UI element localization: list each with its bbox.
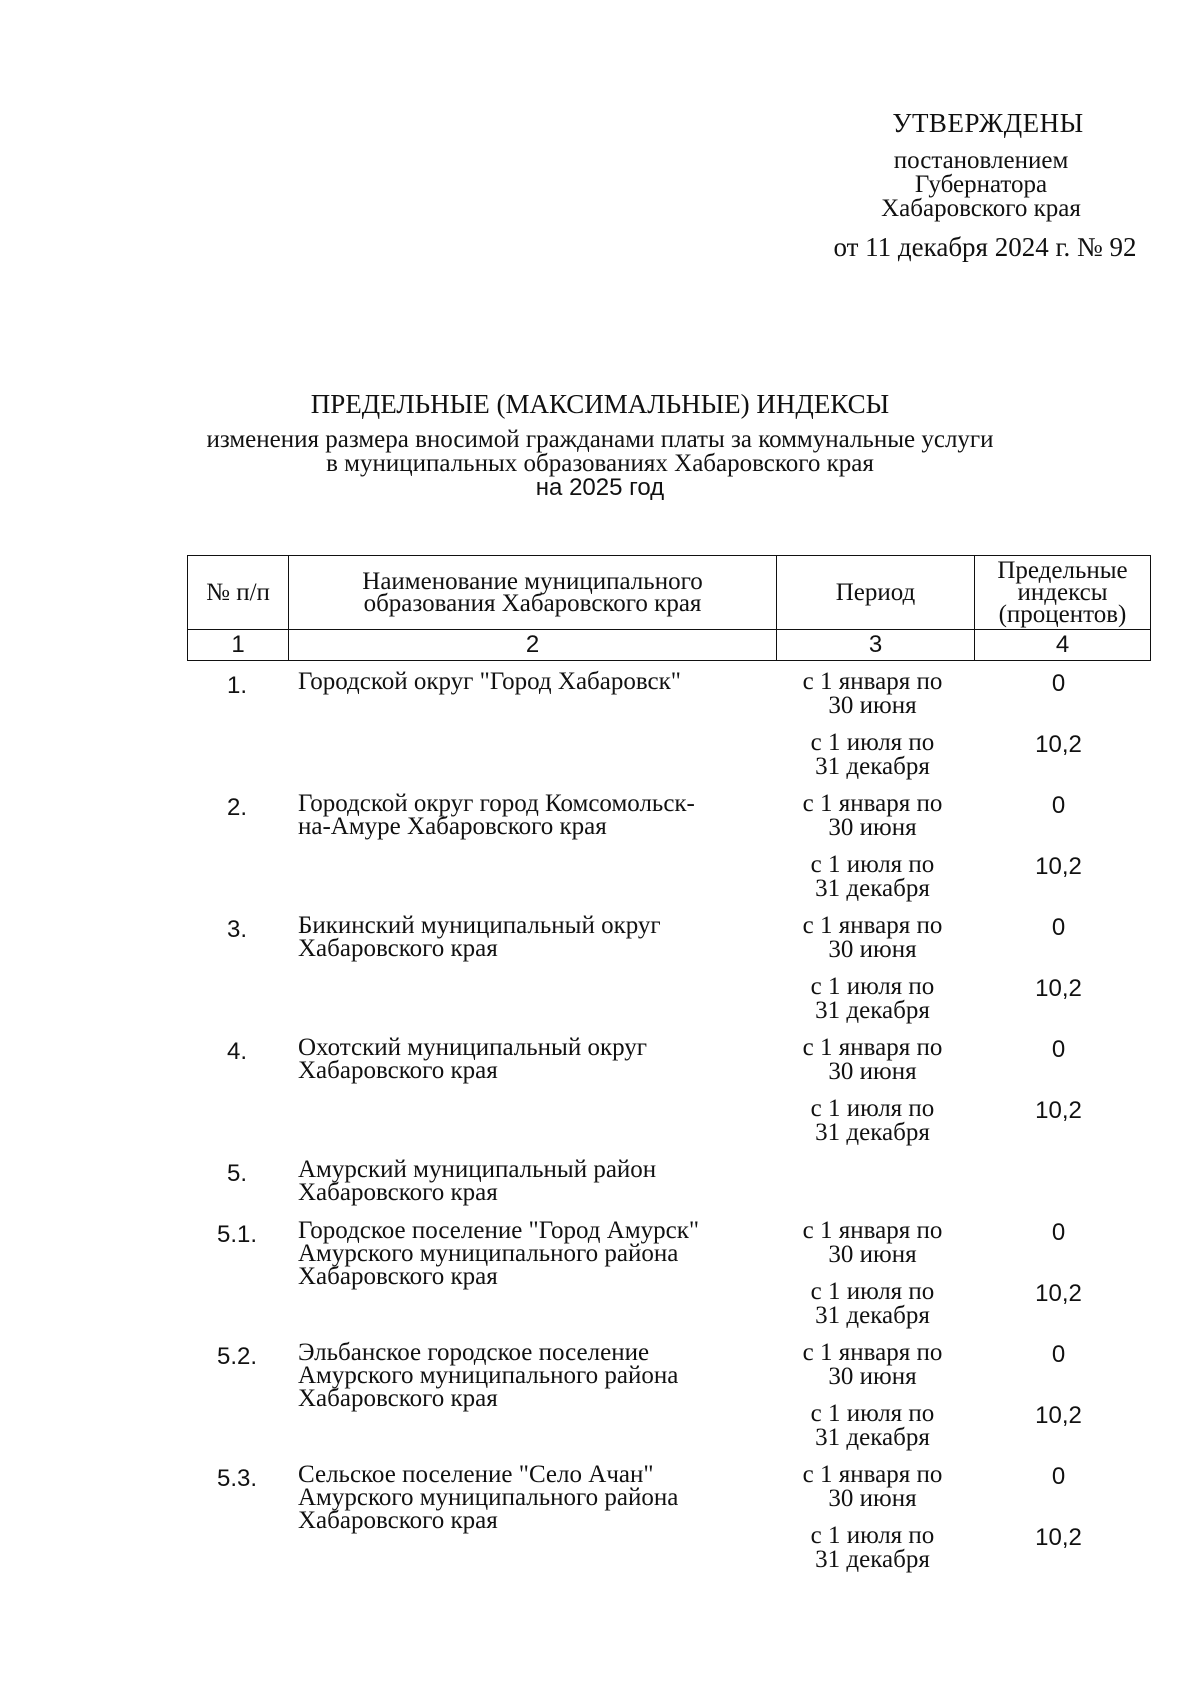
row-periods [774,1341,971,1463]
value-second: 10,2 [1035,1097,1082,1124]
table-row [187,1219,1147,1341]
row-number: 2. [226,794,247,821]
document-subtitle-line-2: в муниципальных образованиях Хабаровского края [326,450,874,477]
row-number: 4. [226,1038,247,1065]
table-row [187,1036,1147,1158]
table-row [187,1463,1147,1585]
value-first: 0 [1051,914,1066,941]
value-second: 10,2 [1035,731,1082,758]
value-first: 0 [1051,670,1066,697]
value-first: 0 [1051,792,1066,819]
period-second: с 1 июля по 31 декабря [810,1278,935,1329]
table-body [187,670,1147,1585]
row-name: Городской округ город Комсомольск- на-Амуре Хабаровского края [298,790,695,840]
row-number: 3. [226,916,247,943]
row-number: 5.3. [216,1465,258,1492]
colnum-3: 3 [777,630,975,661]
row-values [971,1036,1146,1158]
row-name: Амурский муниципальный район Хабаровского края [298,1156,657,1206]
colnum-4: 4 [975,630,1151,661]
row-name: Бикинский муниципальный округ Хабаровского края [298,912,661,962]
row-values [971,670,1146,792]
row-number: 5.1. [216,1221,258,1248]
table-row [187,1341,1147,1463]
row-periods [774,914,971,1036]
period-second: с 1 июля по 31 декабря [810,973,935,1024]
header-index: Предельные индексы (процентов) [975,556,1151,630]
colnum-2: 2 [289,630,777,661]
row-name: Охотский муниципальный округ Хабаровского края [298,1034,648,1084]
row-name: Сельское поселение "Село Ачан" Амурского муниципального района Хабаровского края [298,1461,679,1534]
table-row [187,792,1147,914]
row-number: 5. [226,1160,247,1187]
document-title: ПРЕДЕЛЬНЫЕ (МАКСИМАЛЬНЫЕ) ИНДЕКСЫ [310,389,890,419]
row-number: 5.2. [216,1343,258,1370]
row-values [971,1463,1146,1585]
period-first: с 1 января по 30 июня [802,1339,943,1390]
value-first: 0 [1051,1219,1066,1246]
period-first: с 1 января по 30 июня [802,790,943,841]
approval-line-2: Губернатора [914,171,1048,198]
header-num: № п/п [188,556,289,630]
table-row [187,914,1147,1036]
document-subtitle-line-3: на 2025 год [535,474,665,501]
document-subtitle-line-1: изменения размера вносимой гражданами платы за коммунальные услуги [206,426,994,453]
period-second: с 1 июля по 31 декабря [810,1095,935,1146]
period-first: с 1 января по 30 июня [802,1461,943,1512]
value-second: 10,2 [1035,1280,1082,1307]
approval-title: УТВЕРЖДЕНЫ [892,108,1084,138]
table-row [187,670,1147,792]
period-second: с 1 июля по 31 декабря [810,1400,935,1451]
row-values [971,914,1146,1036]
header-period: Период [777,556,975,630]
row-periods [774,1036,971,1158]
period-first: с 1 января по 30 июня [802,668,943,719]
row-periods [774,1219,971,1341]
period-second: с 1 июля по 31 декабря [810,851,935,902]
row-name: Эльбанское городское поселение Амурского муниципального района Хабаровского края [298,1339,679,1412]
header-name: Наименование муниципального образования Хабаровского края [289,556,777,630]
row-name: Городской округ "Город Хабаровск" [298,668,681,695]
row-periods [774,792,971,914]
period-second: с 1 июля по 31 декабря [810,1522,935,1573]
value-first: 0 [1051,1036,1066,1063]
period-first: с 1 января по 30 июня [802,912,943,963]
row-name: Городское поселение "Город Амурск" Амурского муниципального района Хабаровского края [298,1217,700,1290]
approval-line-1: постановлением [893,147,1069,174]
row-values [971,1219,1146,1341]
value-second: 10,2 [1035,975,1082,1002]
row-periods [774,670,971,792]
row-number: 1. [226,672,247,699]
value-second: 10,2 [1035,1524,1082,1551]
table-header [187,555,1151,661]
approval-line-3: Хабаровского края [881,195,1081,222]
value-second: 10,2 [1035,1402,1082,1429]
value-first: 0 [1051,1341,1066,1368]
period-first: с 1 января по 30 июня [802,1034,943,1085]
value-second: 10,2 [1035,853,1082,880]
table-row [187,1158,1147,1219]
value-first: 0 [1051,1463,1066,1490]
period-second: с 1 июля по 31 декабря [810,729,935,780]
row-periods [774,1463,971,1585]
colnum-1: 1 [188,630,289,661]
approval-date: от 11 декабря 2024 г. № 92 [833,232,1137,262]
row-values [971,792,1146,914]
row-values [971,1341,1146,1463]
period-first: с 1 января по 30 июня [802,1217,943,1268]
